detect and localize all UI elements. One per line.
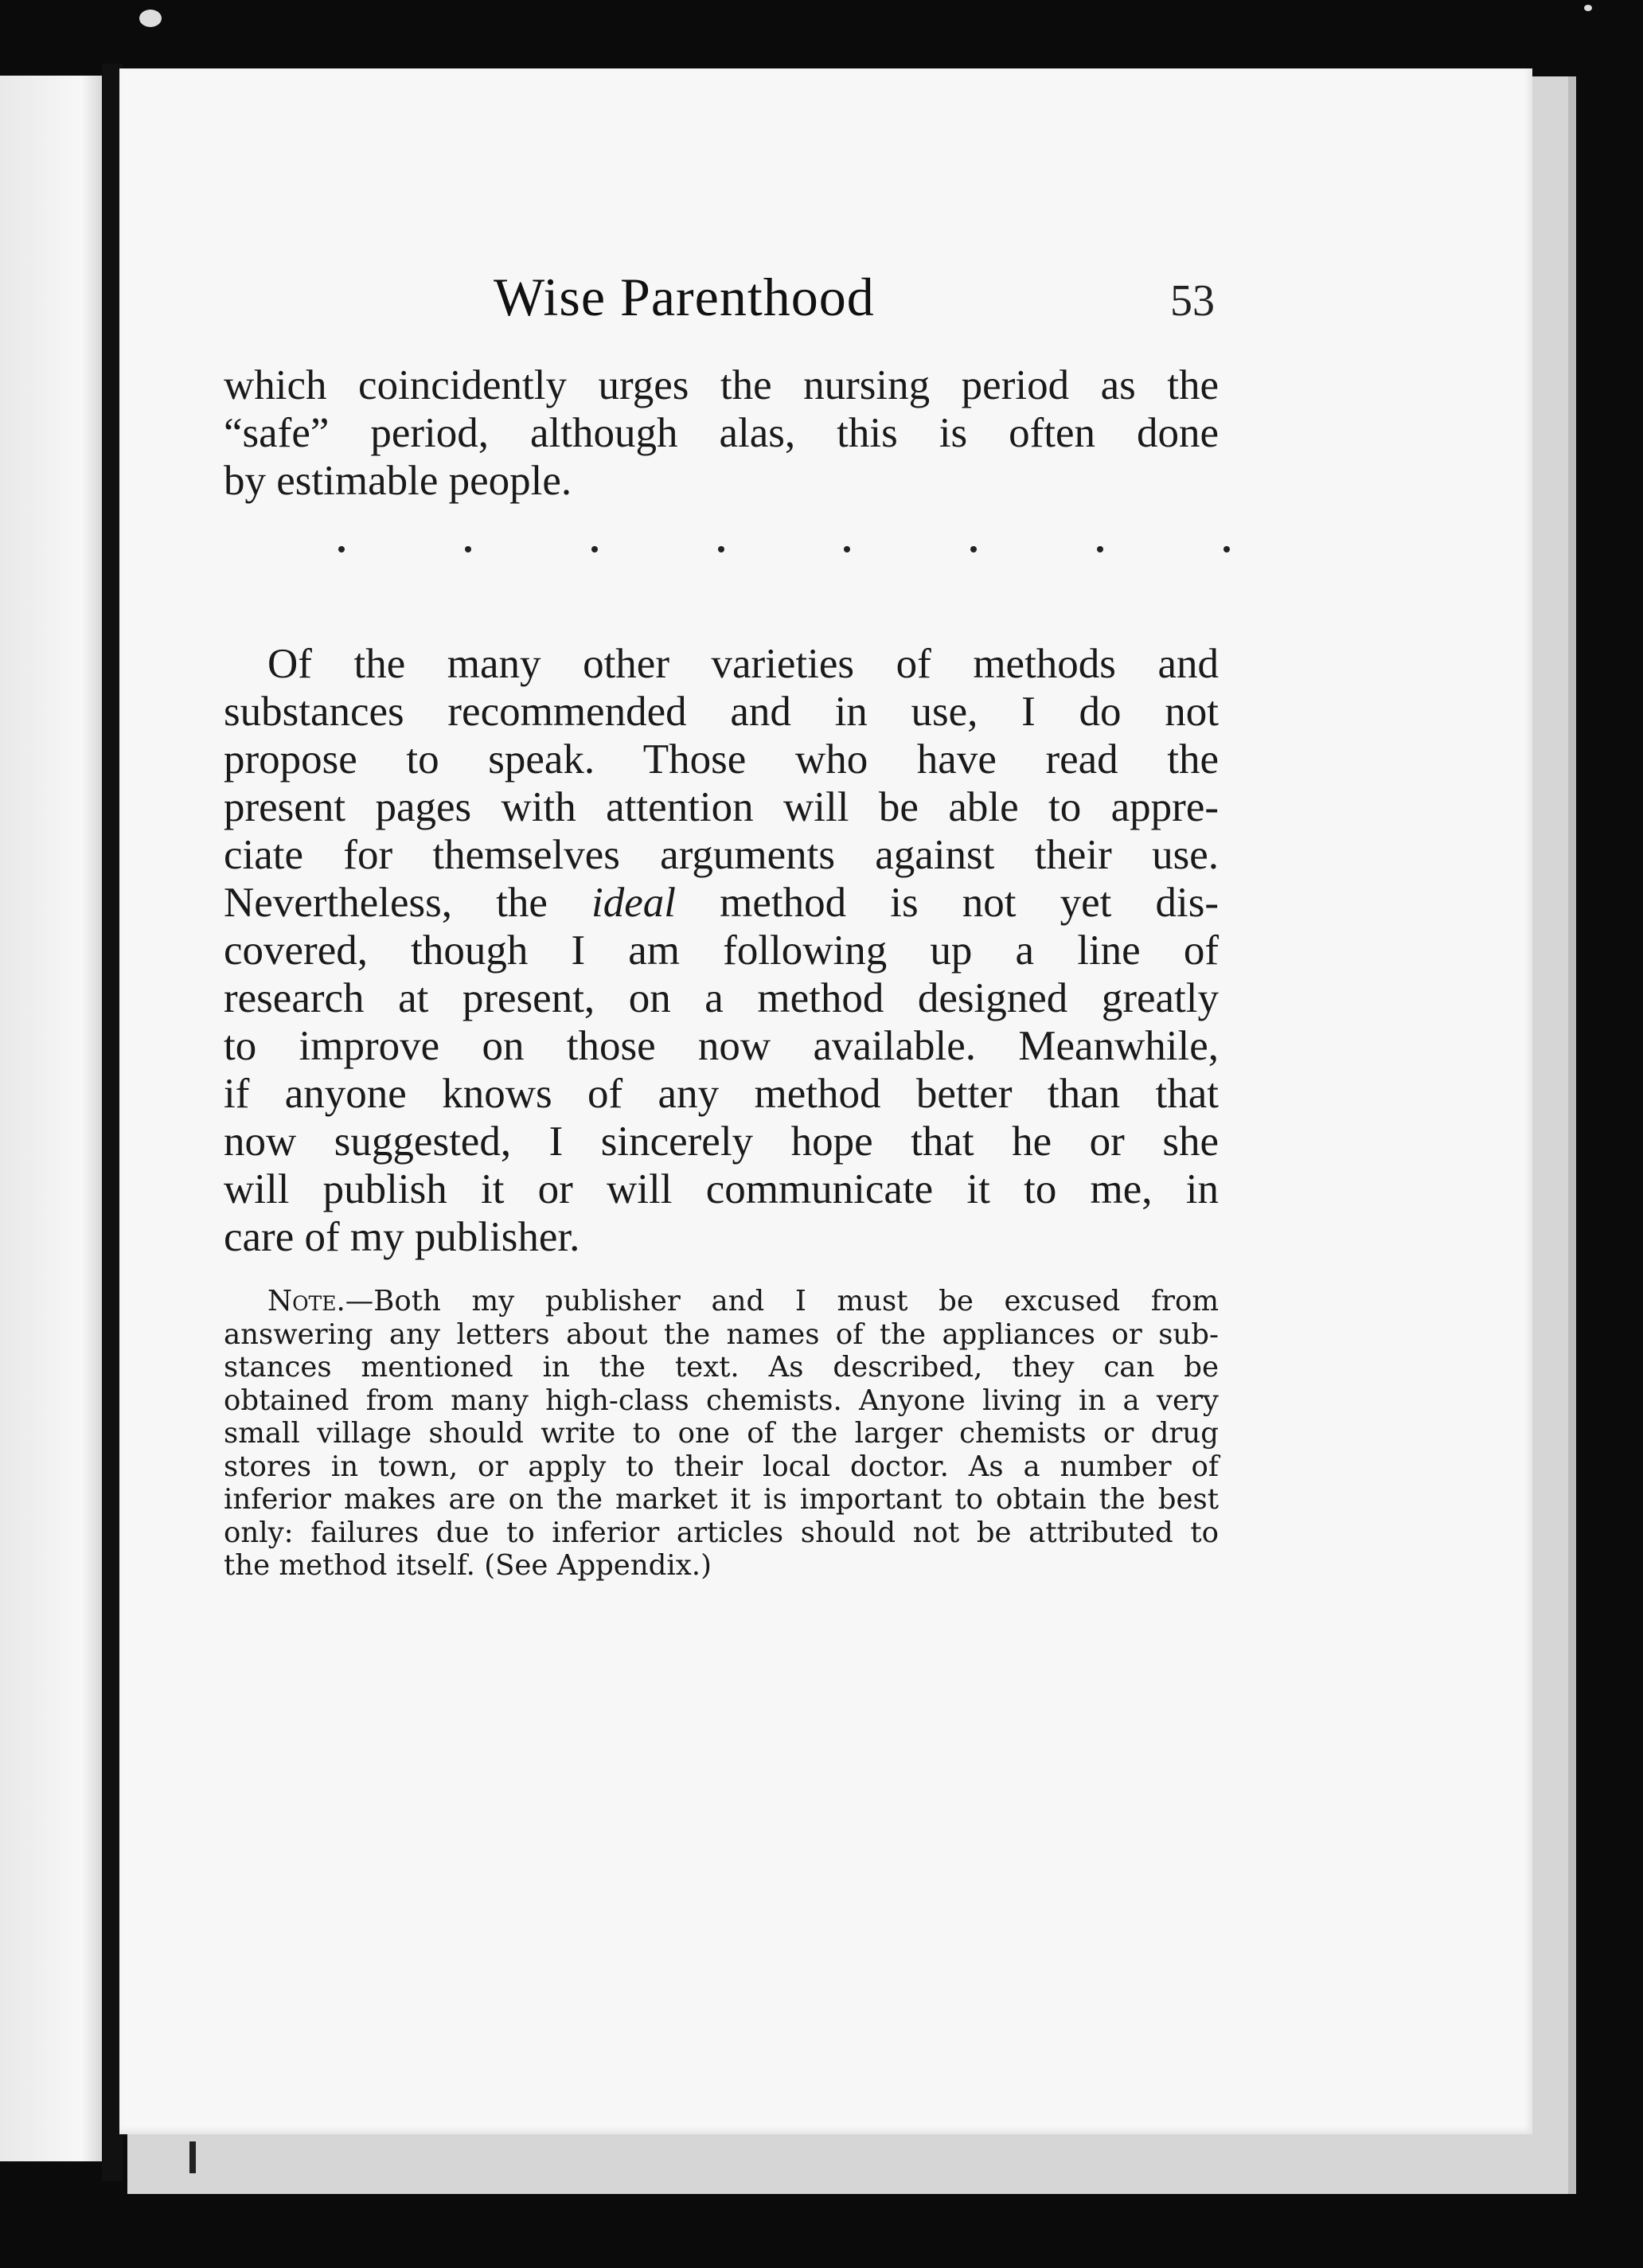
separator-dot bbox=[465, 546, 471, 552]
page-number: 53 bbox=[1170, 276, 1215, 326]
paragraph-continued bbox=[224, 361, 1219, 505]
text-line: ciate for themselves arguments against their use. bbox=[224, 832, 1219, 878]
separator-dot bbox=[718, 546, 724, 552]
text-span: method is not yet dis- bbox=[720, 880, 1219, 926]
text-line: research at present, on a method designed greatly bbox=[224, 975, 1219, 1021]
text-line bbox=[224, 879, 1219, 927]
text-line: which coincidently urges the nursing period as the bbox=[224, 362, 1219, 408]
text-line: present pages with attention will be able to appre- bbox=[224, 784, 1219, 830]
text-line: care of my publisher. bbox=[224, 1214, 580, 1260]
book-page bbox=[119, 68, 1532, 2134]
text-line: substances recommended and in use, I do not bbox=[224, 689, 1219, 735]
text-line: to improve on those now available. Meanwhile, bbox=[224, 1023, 1219, 1069]
separator-dot bbox=[970, 546, 977, 552]
note-line: inferior makes are on the market it is important to obtain the best bbox=[224, 1483, 1219, 1516]
italic-word: ideal bbox=[591, 880, 676, 926]
note-line: stances mentioned in the text. As described, they can be bbox=[224, 1351, 1219, 1384]
text-line: Of the many other varieties of methods and bbox=[267, 641, 1219, 687]
separator-dot bbox=[338, 546, 345, 552]
text-line: “safe” period, although alas, this is often done bbox=[224, 410, 1219, 456]
text-line: covered, though I am following up a line of bbox=[224, 927, 1219, 974]
paragraph-methods bbox=[224, 640, 1219, 1261]
note-line: the method itself. (See Appendix.) bbox=[224, 1549, 712, 1582]
text-line: by estimable people. bbox=[224, 458, 572, 504]
section-break-dots bbox=[338, 546, 1230, 552]
separator-dot bbox=[1097, 546, 1103, 552]
note-label: Note. bbox=[267, 1285, 345, 1317]
note-line: answering any letters about the names of the appliances or sub- bbox=[224, 1317, 1219, 1351]
text-span: Nevertheless, the bbox=[224, 880, 548, 926]
note-line bbox=[224, 1285, 1219, 1318]
dust-speck bbox=[1584, 5, 1592, 11]
note-line: stores in town, or apply to their local doctor. As a number of bbox=[224, 1450, 1219, 1483]
text-line: now suggested, I sincerely hope that he or she bbox=[224, 1118, 1219, 1165]
facing-page-edge bbox=[0, 76, 102, 2161]
note-line: small village should write to one of the larger chemists or drug bbox=[224, 1417, 1219, 1450]
binding-mark bbox=[189, 2141, 196, 2173]
dust-speck bbox=[139, 10, 162, 27]
running-title: Wise Parenthood bbox=[494, 267, 875, 327]
text-line: will publish it or will communicate it to me, in bbox=[224, 1166, 1219, 1212]
separator-dot bbox=[844, 546, 850, 552]
note-line: obtained from many high-class chemists. Anyone living in a very bbox=[224, 1384, 1219, 1417]
text-span: —Both my publisher and I must be excused from bbox=[345, 1285, 1219, 1317]
separator-dot bbox=[1223, 546, 1230, 552]
page-header bbox=[119, 266, 1532, 338]
text-line: if anyone knows of any method better than that bbox=[224, 1071, 1219, 1117]
text-line: propose to speak. Those who have read the bbox=[224, 736, 1219, 783]
separator-dot bbox=[591, 546, 598, 552]
note-line: only: failures due to inferior articles should not be attributed to bbox=[224, 1516, 1219, 1549]
footnote bbox=[224, 1285, 1219, 1583]
